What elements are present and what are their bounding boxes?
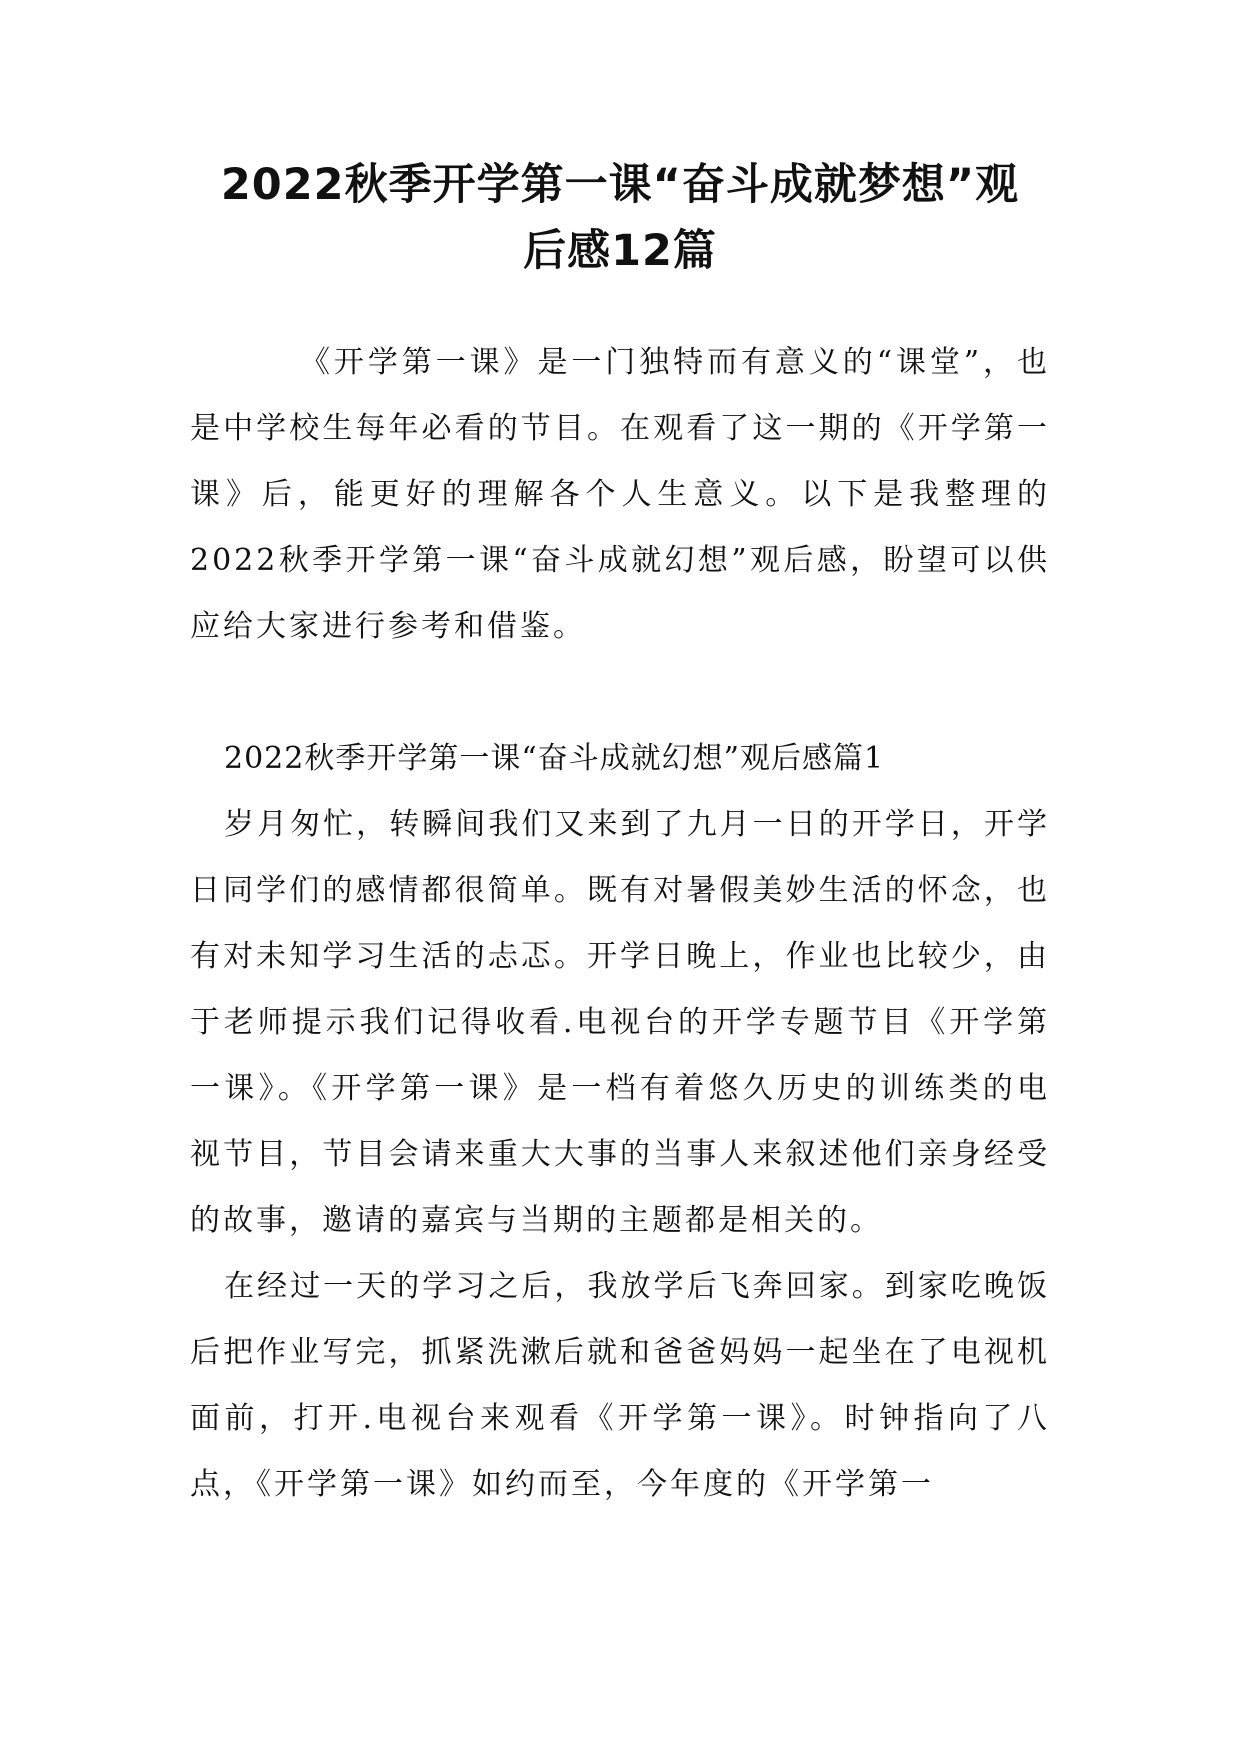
body-paragraph-1: 岁月匆忙，转瞬间我们又来到了九月一日的开学日，开学日同学们的感情都很简单。既有对暑假美妙生活的怀念，也有对未知学习生活的忐忑。开学日晚上，作业也比较少，由于老师提示我们记得收看.电视台的开学专题节目《开学第一课》。《开学第一课》是一档有着悠久历史的训练类的电视节目，节目会请来重大大事的当事人来叙述他们亲身经受的故事，邀请的嘉宾与当期的主题都是相关的。 [190,807,1050,1238]
document-body [190,330,1050,1518]
section-heading: 2022秋季开学第一课“奋斗成就幻想”观后感篇1 [224,741,885,776]
title-line-2: 后感12篇 [523,226,717,276]
document-title [190,152,1050,284]
intro-paragraph: 《开学第一课》是一门独特而有意义的“课堂”，也是中学校生每年必看的节目。在观看了这一期的《开学第一课》后，能更好的理解各个人生意义。以下是我整理的2022秋季开学第一课“奋斗成就幻想”观后感，盼望可以供应给大家进行参考和借鉴。 [190,345,1050,644]
paragraph-spacer [190,660,1050,726]
title-line-1: 2022秋季开学第一课“奋斗成就梦想”观 [220,160,1020,210]
body-paragraph-2: 在经过一天的学习之后，我放学后飞奔回家。到家吃晚饭后把作业写完，抓紧洗漱后就和爸爸妈妈一起坐在了电视机面前，打开.电视台来观看《开学第一课》。时钟指向了八点，《开学第一课》如约而至，今年度的《开学第一 [190,1269,1050,1502]
